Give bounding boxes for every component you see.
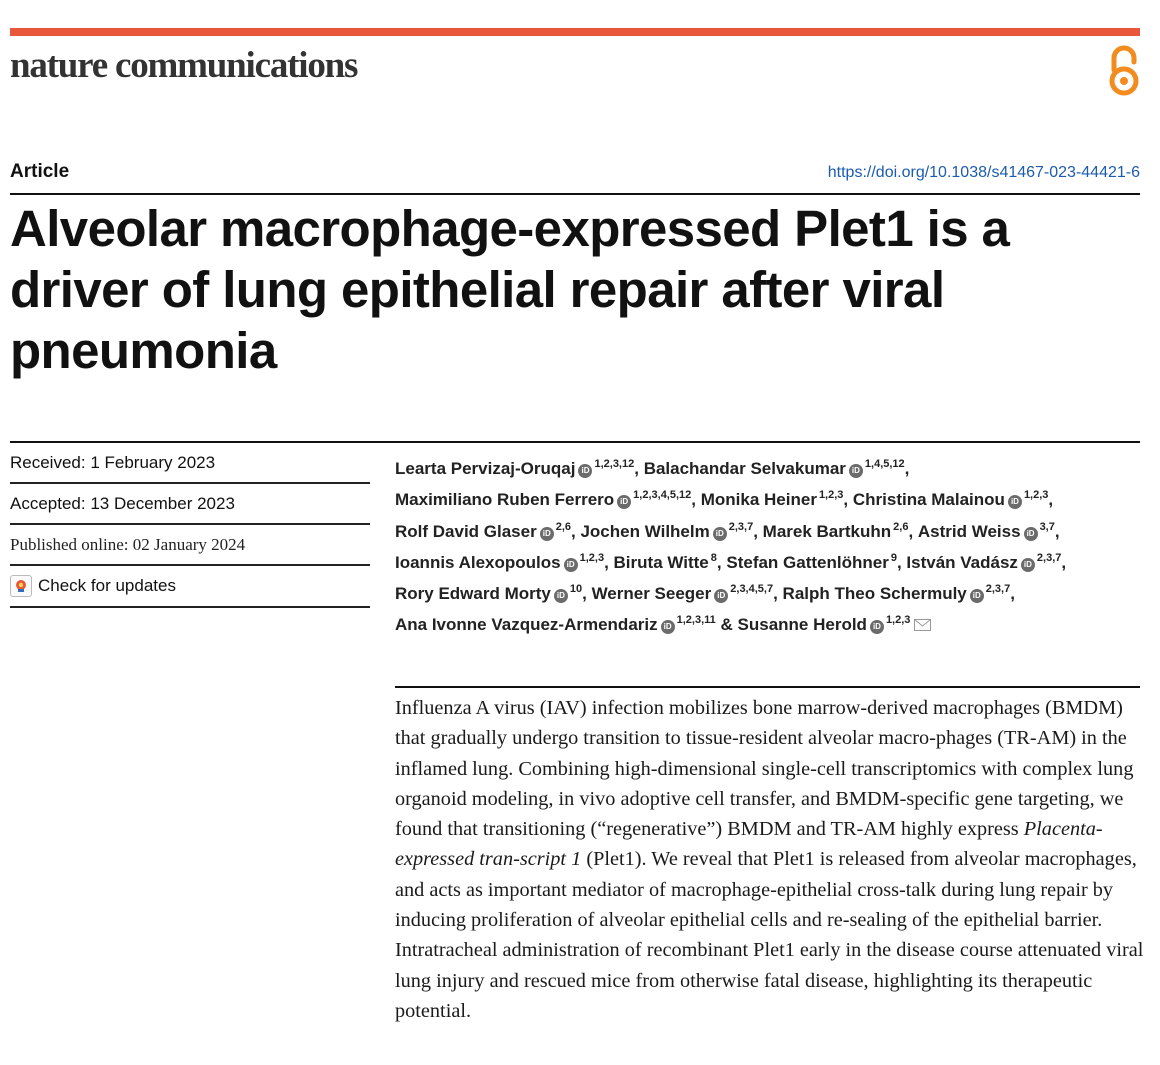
- author-name[interactable]: Maximiliano Ruben Ferrero: [395, 490, 615, 510]
- orcid-icon[interactable]: iD: [1021, 558, 1035, 572]
- orcid-icon[interactable]: iD: [564, 558, 578, 572]
- author-affiliations: 2,3,7: [728, 520, 754, 533]
- author-separator: ,: [896, 552, 907, 572]
- check-for-updates-button[interactable]: [10, 566, 370, 608]
- author-affiliations: 10: [569, 583, 583, 596]
- author-separator: ,: [571, 521, 581, 541]
- orcid-icon[interactable]: iD: [713, 527, 727, 541]
- orcid-icon[interactable]: iD: [661, 620, 675, 634]
- open-access-icon: [1104, 44, 1144, 98]
- author-separator: ,: [716, 552, 727, 572]
- author-name[interactable]: Marek Bartkuhn: [762, 521, 892, 541]
- author-affiliations: 1,4,5,12: [864, 458, 905, 470]
- author-separator: ,: [634, 459, 644, 478]
- author-name[interactable]: Monika Heiner: [700, 490, 817, 510]
- author-entry: [592, 584, 783, 603]
- author-entry: [580, 522, 762, 541]
- check-updates-icon: [10, 575, 32, 597]
- author-affiliations: 1,2,3,4,5,12: [633, 489, 692, 502]
- author-entry: [395, 459, 644, 478]
- orcid-icon[interactable]: iD: [1024, 527, 1038, 541]
- author-name[interactable]: Rory Edward Morty: [395, 584, 551, 604]
- author-separator: ,: [773, 584, 783, 604]
- author-separator: ,: [691, 490, 701, 510]
- abstract-text-1: Influenza A virus (IAV) infection mobilizes bone marrow-derived macrophages (BMDM) that gradually undergo transition to tissue-resident alveolar macro-phages (TR-AM) in the inflamed lung. Combining high-dimensional single-cell transcriptomics with complex lung organoid modeling, in vivo adoptive cell transfer, and BMDM-specific gene targeting, we found that transitioning (“regenerative”) BMDM and TR-AM highly express: [395, 697, 1134, 841]
- author-affiliations: 1,2,3: [818, 489, 844, 502]
- author-affiliations: 1,2,3: [885, 614, 911, 627]
- author-entry: [395, 615, 738, 634]
- orcid-icon[interactable]: iD: [714, 589, 728, 603]
- author-name[interactable]: Balachandar Selvakumar: [643, 459, 846, 478]
- accepted-date: Accepted: 13 December 2023: [10, 484, 370, 525]
- author-name[interactable]: Werner Seeger: [591, 584, 712, 604]
- orcid-icon[interactable]: iD: [849, 464, 863, 478]
- author-affiliations: 8: [710, 551, 717, 564]
- author-separator: ,: [1010, 584, 1015, 604]
- abstract: [395, 693, 1145, 1026]
- author-affiliations: 2,3,4,5,7: [730, 583, 774, 596]
- author-name[interactable]: Stefan Gattenlöhner: [726, 552, 889, 572]
- author-entry: [906, 553, 1066, 572]
- journal-name: nature communications: [10, 45, 358, 86]
- author-name[interactable]: Astrid Weiss: [917, 521, 1021, 541]
- author-name[interactable]: Ana Ivonne Vazquez-Armendariz: [395, 615, 658, 635]
- author-affiliations: 1,2,3,12: [594, 458, 635, 470]
- orcid-icon[interactable]: iD: [540, 527, 554, 541]
- abstract-text-2: (Plet1). We reveal that Plet1 is released from alveolar macrophages, and acts as important mediator of macrophage-epithelial cross-talk during lung repair by inducing proliferation of alveolar epithelial cells and re-sealing of the epithelial barrier. Intratracheal administration of recombinant Plet1 early in the disease course attenuated viral lung injury and rescued mice from otherwise fatal disease, highlighting its therapeutic potential.: [395, 848, 1144, 1022]
- author-affiliations: 3,7: [1039, 520, 1055, 533]
- author-affiliations: 2,3,7: [1036, 551, 1062, 564]
- author-separator: ,: [1061, 552, 1067, 572]
- author-affiliations: 2,3,7: [985, 583, 1011, 596]
- author-name[interactable]: Christina Malainou: [852, 490, 1005, 510]
- published-date: Published online: 02 January 2024: [10, 525, 370, 566]
- author-separator: ,: [1054, 521, 1060, 541]
- author-entry: [918, 522, 1060, 541]
- title-rule: [10, 193, 1140, 195]
- author-separator: ,: [604, 552, 614, 572]
- orcid-icon[interactable]: iD: [970, 589, 984, 603]
- author-entry: [783, 584, 1015, 603]
- orcid-icon[interactable]: iD: [617, 495, 631, 509]
- author-entry: [614, 553, 727, 572]
- author-name[interactable]: Learta Pervizaj-Oruqaj: [395, 459, 576, 478]
- journal-accent-bar: [10, 28, 1140, 36]
- author-entry: [763, 522, 918, 541]
- author-affiliations: 2,6: [555, 520, 572, 533]
- orcid-icon[interactable]: iD: [1008, 495, 1022, 509]
- author-affiliations: 2,6: [893, 520, 909, 533]
- check-updates-label: Check for updates: [38, 576, 176, 595]
- author-name[interactable]: Susanne Herold: [737, 615, 867, 635]
- author-affiliations: 9: [890, 551, 897, 564]
- author-entry: [644, 459, 910, 478]
- author-separator: ,: [582, 584, 592, 604]
- email-icon[interactable]: [914, 619, 931, 631]
- article-title: Alveolar macrophage-expressed Plet1 is a driver of lung epithelial repair after viral pneumonia: [10, 200, 1010, 379]
- author-name[interactable]: Rolf David Glaser: [395, 521, 537, 541]
- dates-panel: [10, 443, 370, 608]
- author-separator: ,: [753, 521, 763, 541]
- received-date: Received: 1 February 2023: [10, 443, 370, 484]
- author-affiliations: 1,2,3,11: [676, 614, 716, 627]
- author-entry: [726, 553, 906, 572]
- author-name[interactable]: Biruta Witte: [613, 552, 709, 572]
- orcid-icon[interactable]: iD: [870, 620, 884, 634]
- author-entry: [853, 490, 1053, 509]
- article-type: Article: [10, 161, 70, 182]
- author-affiliations: 1,2,3: [1023, 489, 1049, 502]
- author-separator: ,: [843, 490, 853, 510]
- author-separator: &: [715, 615, 738, 635]
- abstract-italic-gene: Placenta-expressed tran-script 1: [395, 818, 1103, 871]
- doi-link[interactable]: https://doi.org/10.1038/s41467-023-44421-6: [827, 164, 1140, 181]
- author-affiliations: 1,2,3: [579, 551, 605, 564]
- orcid-icon[interactable]: iD: [554, 589, 568, 603]
- author-name[interactable]: István Vadász: [906, 552, 1018, 572]
- author-entry: [395, 553, 614, 572]
- author-list: [395, 451, 1145, 639]
- author-name[interactable]: Jochen Wilhelm: [580, 521, 710, 541]
- author-entry: [738, 615, 932, 634]
- author-name[interactable]: Ralph Theo Schermuly: [782, 584, 967, 604]
- author-separator: ,: [908, 521, 918, 541]
- author-entry: [395, 522, 580, 541]
- orcid-icon[interactable]: iD: [578, 464, 592, 478]
- author-entry: [395, 490, 701, 509]
- author-name[interactable]: Ioannis Alexopoulos: [395, 552, 561, 572]
- author-separator: ,: [904, 459, 910, 478]
- abstract-rule: [395, 686, 1140, 688]
- author-entry: [701, 490, 853, 509]
- author-separator: ,: [1048, 490, 1054, 510]
- author-entry: [395, 584, 592, 603]
